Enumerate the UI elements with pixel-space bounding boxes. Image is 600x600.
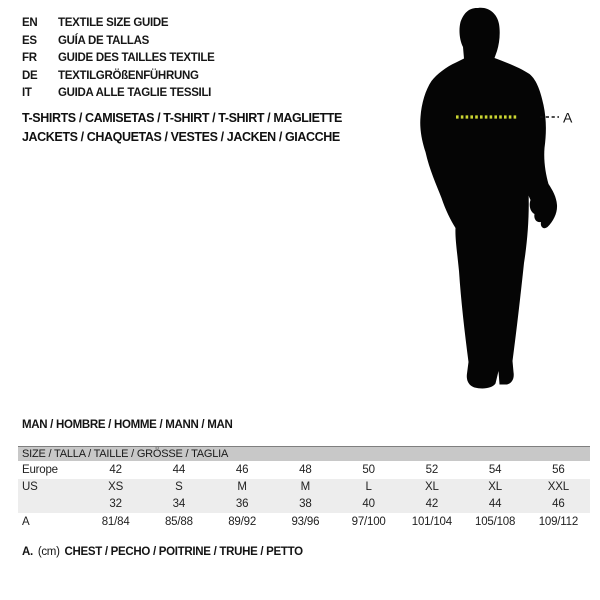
size-cell: 36 [235,498,249,510]
size-table [18,446,590,533]
size-cell: 93/96 [291,516,320,528]
row-label: A [22,516,30,528]
table-row-europe [18,461,590,479]
size-cell: 40 [362,498,375,510]
footnote-text: CHEST / PECHO / POITRINE / TRUHE / PETTO [64,546,303,558]
language-code: IT [22,87,32,100]
size-cell: 56 [552,464,565,476]
size-cell: 54 [488,464,502,476]
size-cell: M [237,481,247,493]
language-row-en [22,15,215,33]
size-cell: 38 [299,498,312,510]
language-code: DE [22,69,38,82]
size-cell: 85/88 [164,516,193,528]
category-tshirts: T-SHIRTS / CAMISETAS / T-SHIRT / T-SHIRT / MAGLIETTE [22,111,342,125]
size-cell: 32 [109,498,122,510]
size-cell: 105/108 [475,516,516,528]
size-cell: L [365,481,372,493]
size-cell: 42 [109,464,122,476]
size-cell: 101/104 [411,516,452,528]
table-row-us [18,479,590,496]
language-row-it [22,85,215,103]
table-row-chest-a [18,513,590,533]
size-cell: M [300,481,311,493]
size-cell: 46 [235,464,249,476]
size-cell: XL [488,481,502,493]
size-cell: 42 [425,498,439,510]
size-cell: 34 [172,498,186,510]
man-silhouette-shape [420,8,557,389]
gender-heading: MAN / HOMBRE / HOMME / MANN / MAN [22,419,233,431]
size-cell: 44 [488,498,502,510]
size-cell: 50 [362,464,375,476]
language-row-de [22,68,215,86]
size-cell: XS [108,481,124,493]
size-cell: 44 [172,464,186,476]
language-title: GUIDA ALLE TAGLIE TESSILI [58,87,212,100]
language-title: GUIDE DES TAILLES TEXTILE [58,52,215,65]
language-title: GUÍA DE TALLAS [58,34,149,47]
language-code: FR [22,52,37,65]
language-code: EN [22,17,38,29]
footnote-unit: (cm) [37,546,60,558]
size-cell: 89/92 [228,516,257,528]
size-table-header: SIZE / TALLA / TAILLE / GRÖSSE / TAGLIA [18,446,590,461]
language-title: TEXTILGRÖßENFÜHRUNG [58,69,199,82]
size-cell: XL [425,481,439,493]
size-cell: 52 [425,464,439,476]
language-row-es [22,33,215,51]
row-label [18,496,84,513]
measure-label-a: A [563,109,573,126]
measurement-footnote [22,544,303,560]
category-jackets: JACKETS / CHAQUETAS / VESTES / JACKEN / GIACCHE [22,130,340,144]
size-cell: 81/84 [101,516,130,528]
language-code: ES [22,34,37,47]
table-row-us-numeric [18,496,590,513]
size-cell: 48 [299,464,312,476]
size-cell: 109/112 [538,516,579,528]
size-cell: S [175,481,183,493]
category-lines [22,109,342,147]
size-cell: 97/100 [351,516,386,528]
size-cell: XXL [547,481,569,493]
footnote-prefix: A. [22,546,33,558]
row-label: Europe [22,464,58,476]
row-label: US [22,481,38,493]
language-title: TEXTILE SIZE GUIDE [58,17,169,29]
size-cell: 46 [552,498,565,510]
language-row-fr [22,50,215,68]
language-list [22,15,215,103]
man-silhouette-figure [400,0,600,400]
